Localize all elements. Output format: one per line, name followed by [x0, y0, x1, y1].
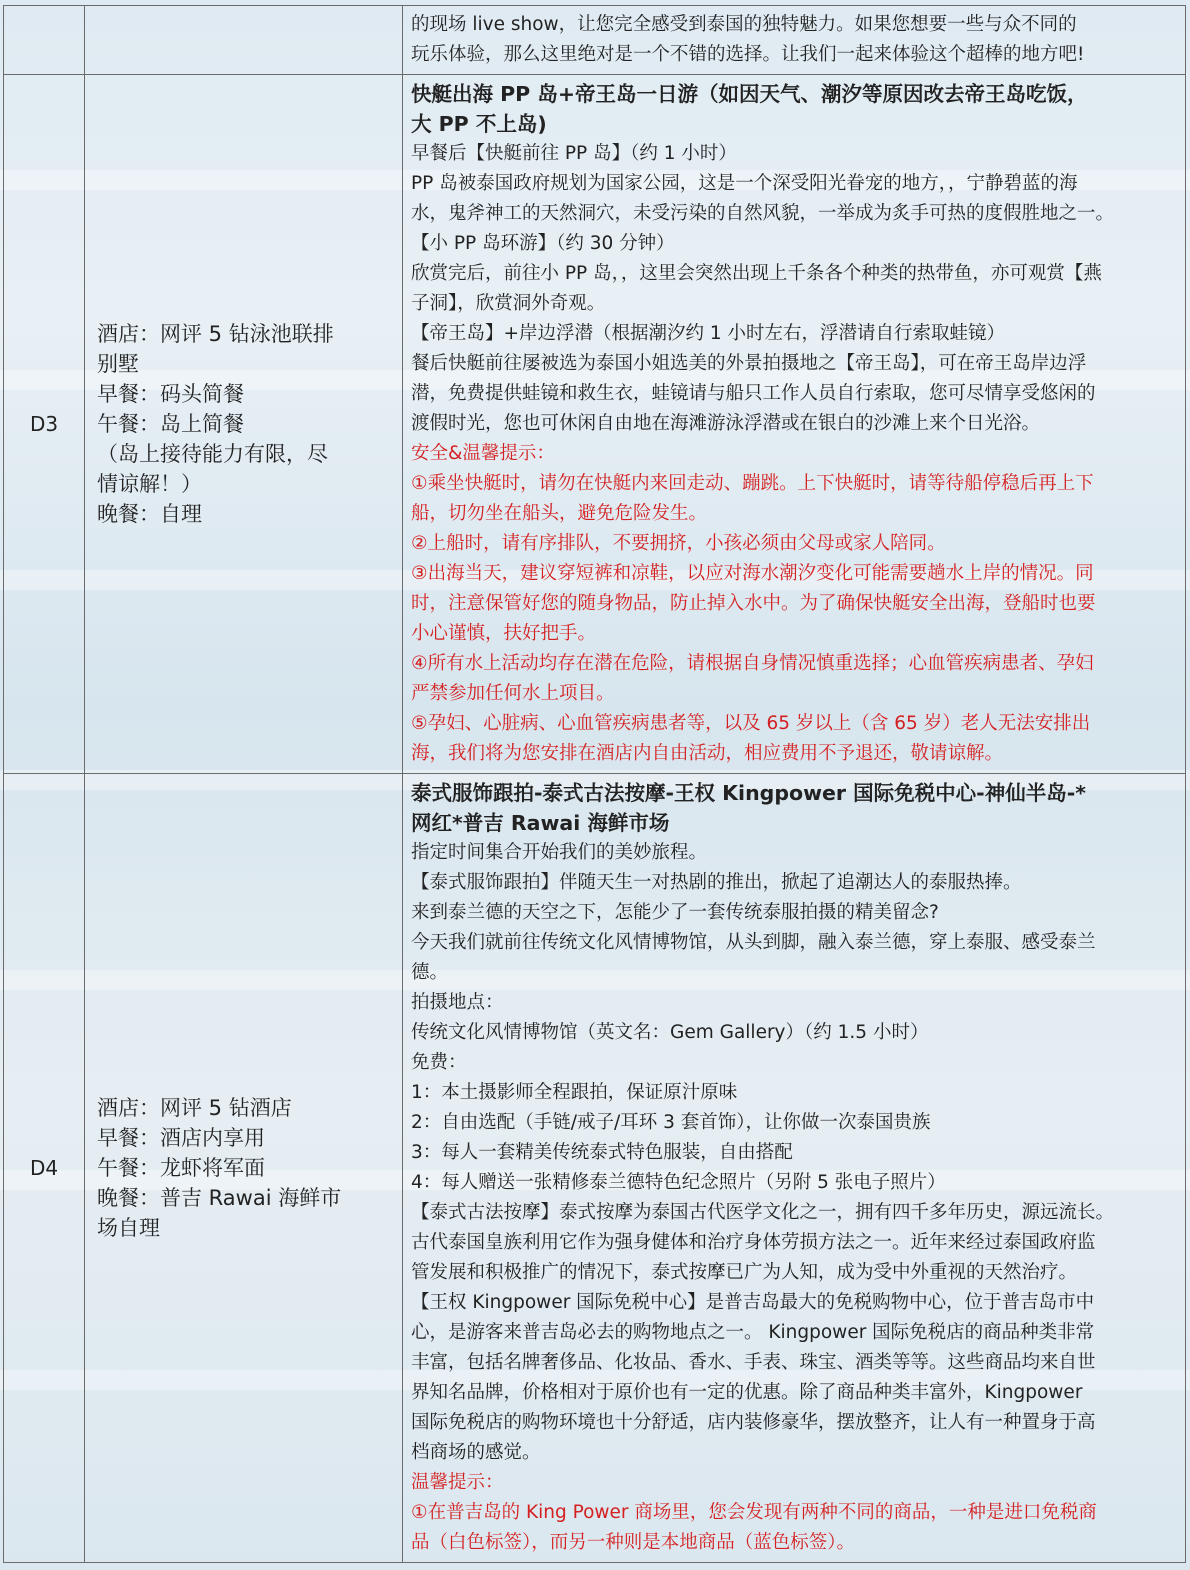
detail-line: 心，是游客来普吉岛必去的购物地点之一。 Kingpower 国际免税店的商品种类非常	[411, 1322, 1095, 1343]
info-line: 酒店：网评 5 钻酒店	[97, 1096, 292, 1120]
day-cell	[4, 6, 85, 75]
detail-line: 子洞】，欣赏洞外奇观。	[411, 293, 606, 314]
day-cell: D4	[4, 774, 85, 1563]
itinerary-row	[4, 75, 1186, 774]
detail-line: 的现场 live show，让您完全感受到泰国的独特魅力。如果您想要一些与众不同的	[411, 14, 1077, 35]
detail-line: PP 岛被泰国政府规划为国家公园，这是一个深受阳光眷宠的地方，，宁静碧蓝的海	[411, 173, 1078, 194]
detail-line: 1：本土摄影师全程跟拍，保证原汁原味	[411, 1082, 738, 1103]
detail-line: 4：每人赠送一张精修泰兰德特色纪念照片（另附 5 张电子照片）	[411, 1172, 946, 1193]
itinerary-detail-cell	[403, 75, 1186, 774]
day-title: 网红*普吉 Rawai 海鲜市场	[411, 811, 670, 835]
accommodation-meals-cell	[85, 75, 403, 774]
info-line: 晚餐：自理	[97, 502, 202, 526]
safety-tip-line: 海，我们将为您安排在酒店内自由活动，相应费用不予退还，敬请谅解。	[411, 743, 1004, 764]
detail-line: 3：每人一套精美传统泰式特色服装，自由搭配	[411, 1142, 793, 1163]
itinerary-table	[3, 5, 1186, 1563]
detail-line: 餐后快艇前往屡被选为泰国小姐选美的外景拍摄地之【帝王岛】，可在帝王岛岸边浮	[411, 353, 1087, 374]
detail-line: 早餐后【快艇前往 PP 岛】（约 1 小时）	[411, 143, 737, 164]
detail-line: 潜，免费提供蛙镜和救生衣，蛙镜请与船只工作人员自行索取，您可尽情享受悠闲的	[411, 383, 1096, 404]
detail-line: 德。	[411, 962, 449, 983]
safety-tip-line: 时，注意保管好您的随身物品，防止掉入水中。为了确保快艇安全出海，登船时也要	[411, 593, 1096, 614]
itinerary-row	[4, 6, 1186, 75]
detail-line: 【泰式古法按摩】泰式按摩为泰国古代医学文化之一，拥有四千多年历史，源远流长。	[411, 1202, 1115, 1223]
detail-line: 水，鬼斧神工的天然洞穴，未受污染的自然风貌，一举成为炙手可热的度假胜地之一。	[411, 203, 1115, 224]
info-line: 酒店：网评 5 钻泳池联排	[97, 322, 334, 346]
itinerary-row	[4, 774, 1186, 1563]
safety-tip-line: 安全&温馨提示：	[411, 443, 555, 464]
safety-tip-line: 小心谨慎，扶好把手。	[411, 623, 597, 644]
info-line: 晚餐：普吉 Rawai 海鲜市	[97, 1186, 342, 1210]
detail-line: 【小 PP 岛环游】（约 30 分钟）	[411, 233, 675, 254]
info-line: 午餐：龙虾将军面	[97, 1156, 265, 1180]
safety-tip-line: ③出海当天，建议穿短裤和凉鞋，以应对海水潮汐变化可能需要趟水上岸的情况。同	[411, 563, 1094, 584]
detail-line: 拍摄地点：	[411, 992, 504, 1013]
safety-tip-line: ②上船时，请有序排队，不要拥挤，小孩必须由父母或家人陪同。	[411, 533, 946, 554]
detail-line: 今天我们就前往传统文化风情博物馆，从头到脚，融入泰兰德，穿上泰服、感受泰兰	[411, 932, 1096, 953]
detail-line: 【泰式服饰跟拍】伴随天生一对热剧的推出，掀起了追潮达人的泰服热捧。	[411, 872, 1022, 893]
itinerary-detail-cell	[403, 6, 1186, 75]
safety-tip-line: 温馨提示：	[411, 1472, 504, 1493]
detail-line: 管发展和积极推广的情况下，泰式按摩已广为人知，成为受中外重视的天然治疗。	[411, 1262, 1078, 1283]
safety-tip-line: 船，切勿坐在船头，避免危险发生。	[411, 503, 708, 524]
day-title: 大 PP 不上岛)	[411, 112, 547, 136]
detail-line: 渡假时光，您也可休闲自由地在海滩游泳浮潜或在银白的沙滩上来个日光浴。	[411, 413, 1041, 434]
accommodation-meals-cell	[85, 6, 403, 75]
day-title: 泰式服饰跟拍-泰式古法按摩-王权 Kingpower 国际免税中心-神仙半岛-*	[411, 781, 1086, 805]
detail-line: 丰富，包括名牌奢侈品、化妆品、香水、手表、珠宝、酒类等等。这些商品均来自世	[411, 1352, 1096, 1373]
info-line: 场自理	[97, 1216, 160, 1240]
info-line: （岛上接待能力有限，尽	[97, 442, 328, 466]
info-line: 情谅解！）	[97, 472, 202, 496]
detail-line: 【帝王岛】+岸边浮潜（根据潮汐约 1 小时左右，浮潜请自行索取蛙镜）	[411, 323, 1006, 344]
accommodation-meals-cell	[85, 774, 403, 1563]
info-line: 午餐：岛上简餐	[97, 412, 244, 436]
detail-line: 免费：	[411, 1052, 467, 1073]
day-cell: D3	[4, 75, 85, 774]
detail-line: 指定时间集合开始我们的美妙旅程。	[411, 842, 708, 863]
detail-line: 2：自由选配（手链/戒子/耳环 3 套首饰），让你做一次泰国贵族	[411, 1112, 931, 1133]
safety-tip-line: ①在普吉岛的 King Power 商场里，您会发现有两种不同的商品，一种是进口免税商	[411, 1502, 1097, 1523]
detail-line: 传统文化风情博物馆（英文名：Gem Gallery）（约 1.5 小时）	[411, 1022, 929, 1043]
safety-tip-line: ①乘坐快艇时，请勿在快艇内来回走动、蹦跳。上下快艇时，请等待船停稳后再上下	[411, 473, 1094, 494]
detail-line: 【王权 Kingpower 国际免税中心】是普吉岛最大的免税购物中心，位于普吉岛市中	[411, 1292, 1095, 1313]
detail-line: 玩乐体验，那么这里绝对是一个不错的选择。让我们一起来体验这个超棒的地方吧!	[411, 44, 1085, 65]
day-title: 快艇出海 PP 岛+帝王岛一日游（如因天气、潮汐等原因改去帝王岛吃饭，	[411, 82, 1088, 106]
itinerary-detail-cell	[403, 774, 1186, 1563]
info-line: 早餐：码头简餐	[97, 382, 244, 406]
detail-line: 国际免税店的购物环境也十分舒适，店内装修豪华，摆放整齐，让人有一种置身于高	[411, 1412, 1096, 1433]
detail-line: 欣赏完后，前往小 PP 岛，，这里会突然出现上千条各个种类的热带鱼，亦可观赏【燕	[411, 263, 1102, 284]
info-line: 别墅	[97, 352, 139, 376]
safety-tip-line: 品（白色标签），而另一种则是本地商品（蓝色标签）。	[411, 1532, 856, 1553]
safety-tip-line: ④所有水上活动均存在潜在危险，请根据自身情况慎重选择；心血管疾病患者、孕妇	[411, 653, 1094, 674]
safety-tip-line: 严禁参加任何水上项目。	[411, 683, 615, 704]
detail-line: 古代泰国皇族利用它作为强身健体和治疗身体劳损方法之一。近年来经过泰国政府监	[411, 1232, 1096, 1253]
detail-line: 界知名品牌，价格相对于原价也有一定的优惠。除了商品种类丰富外，Kingpower	[411, 1382, 1083, 1403]
detail-line: 来到泰兰德的天空之下，怎能少了一套传统泰服拍摄的精美留念?	[411, 902, 939, 923]
info-line: 早餐：酒店内享用	[97, 1126, 265, 1150]
detail-line: 档商场的感觉。	[411, 1442, 541, 1463]
safety-tip-line: ⑤孕妇、心脏病、心血管疾病患者等，以及 65 岁以上（含 65 岁）老人无法安排出	[411, 713, 1091, 734]
